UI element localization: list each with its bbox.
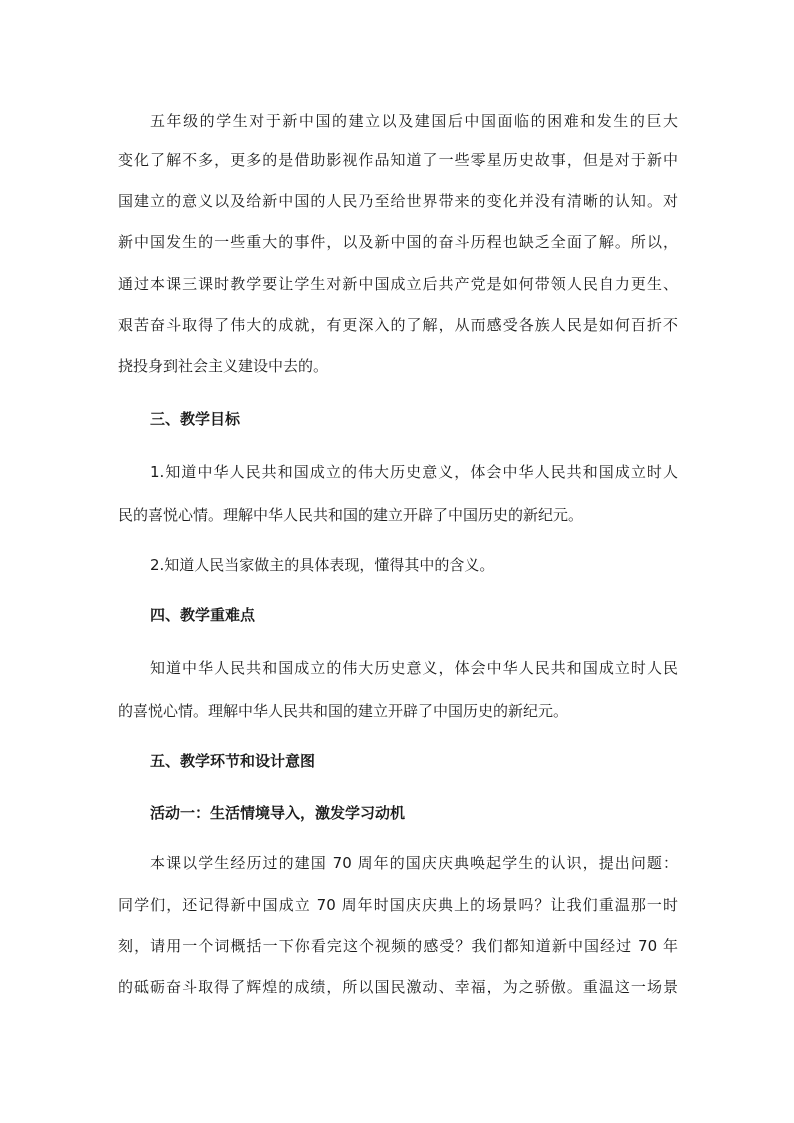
section-heading-teaching-steps: 五、教学环节和设计意图 (150, 752, 316, 770)
key-points-line-2: 的喜悦心情。理解中华人民共和国的建立开辟了中国历史的新纪元。 (118, 702, 569, 720)
activity-1-line-2: 同学们，还记得新中国成立 70 周年时国庆庆典上的场景吗？让我们重温那一时 (118, 896, 678, 914)
intro-line-6: 艰苦奋斗取得了伟大的成就，有更深入的了解，从而感受各族人民是如何百折不 (118, 316, 678, 334)
intro-line-3: 国建立的意义以及给新中国的人民乃至给世界带来的变化并没有清晰的认知。对 (118, 192, 678, 210)
intro-line-2: 变化了解不多，更多的是借助影视作品知道了一些零星历史故事，但是对于新中 (118, 151, 678, 169)
key-points-line-1: 知道中华人民共和国成立的伟大历史意义，体会中华人民共和国成立时人民 (150, 659, 678, 677)
intro-line-1: 五年级的学生对于新中国的建立以及建国后中国面临的困难和发生的巨大 (150, 112, 678, 130)
intro-line-7: 挠投身到社会主义建设中去的。 (118, 357, 329, 375)
goal-2: 2.知道人民当家做主的具体表现，懂得其中的含义。 (150, 556, 495, 574)
section-heading-key-difficulties: 四、教学重难点 (150, 606, 256, 624)
activity-1-line-1: 本课以学生经历过的建国 70 周年的国庆庆典唤起学生的认识，提出问题： (150, 854, 678, 872)
activity-1-heading: 活动一：生活情境导入，激发学习动机 (150, 804, 406, 822)
goal-1-line-1: 1.知道中华人民共和国成立的伟大历史意义，体会中华人民共和国成立时人 (150, 463, 678, 481)
goal-1-line-2: 民的喜悦心情。理解中华人民共和国的建立开辟了中国历史的新纪元。 (118, 506, 584, 524)
intro-line-4: 新中国发生的一些重大的事件，以及新中国的奋斗历程也缺乏全面了解。所以， (118, 233, 678, 251)
section-heading-teaching-goals: 三、教学目标 (150, 410, 241, 428)
activity-1-line-4: 的砥砺奋斗取得了辉煌的成绩，所以国民激动、幸福，为之骄傲。重温这一场景 (118, 978, 678, 996)
activity-1-line-3: 刻，请用一个词概括一下你看完这个视频的感受？我们都知道新中国经过 70 年 (118, 937, 678, 955)
intro-line-5: 通过本课三课时教学要让学生对新中国成立后共产党是如何带领人民自力更生、 (118, 275, 678, 293)
